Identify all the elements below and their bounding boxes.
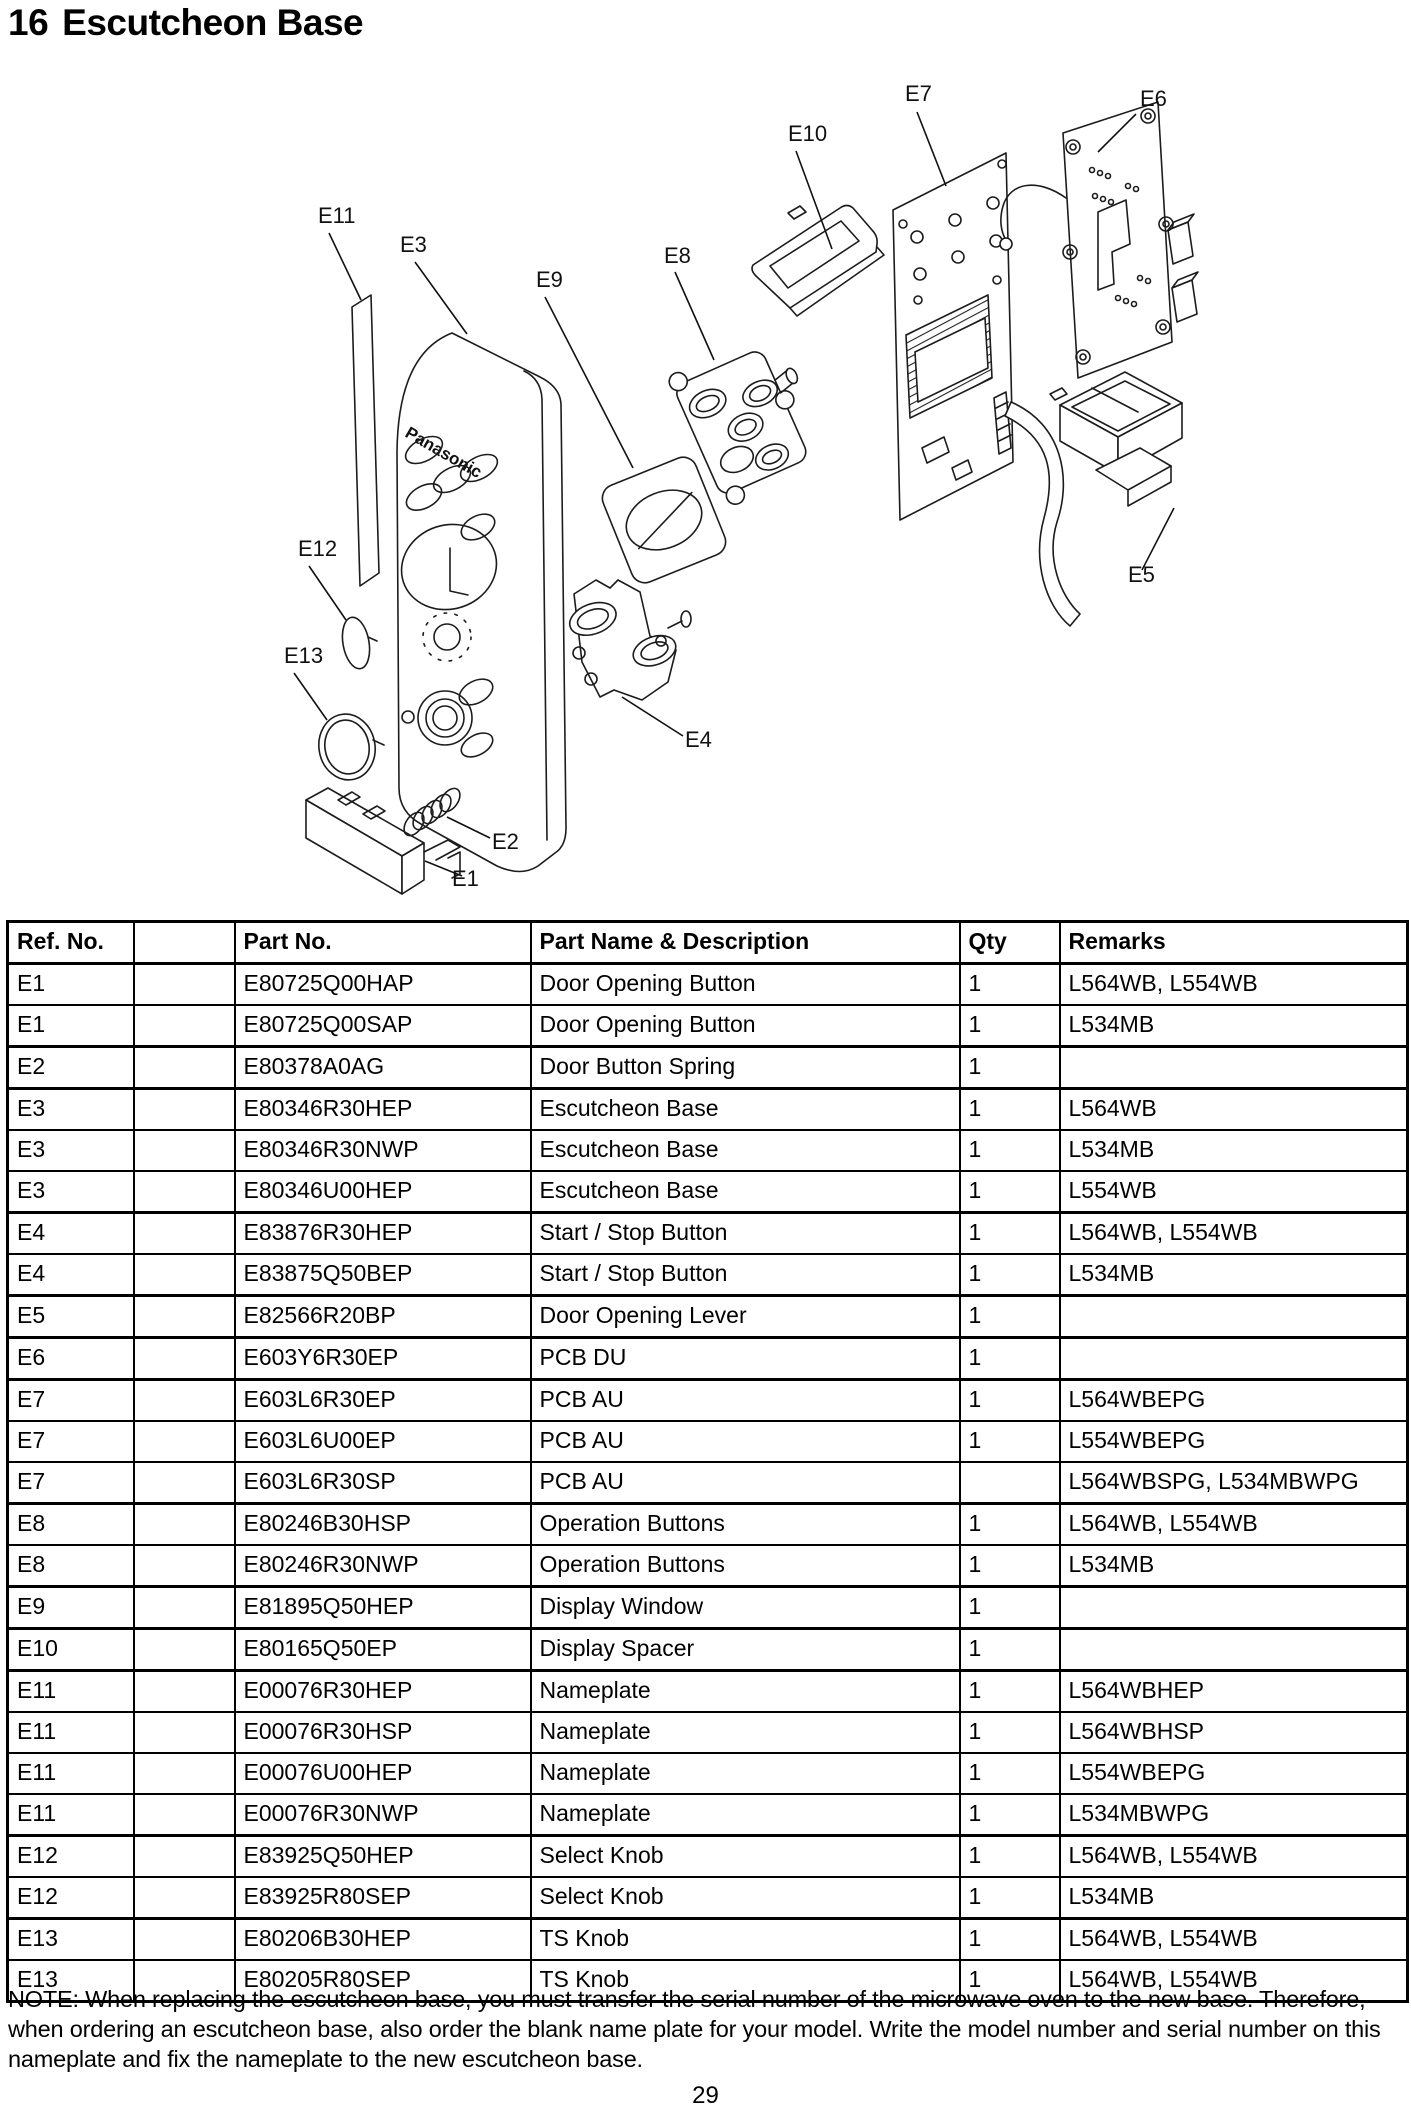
cell-ref-no: E11 [8, 1753, 134, 1794]
table-row [8, 964, 1408, 1006]
cell-remarks: L564WBEPG [1060, 1380, 1408, 1422]
cell-part-no: E80378A0AG [235, 1047, 531, 1089]
header-remarks: Remarks [1060, 922, 1408, 964]
cell-ref-no: E3 [8, 1089, 134, 1131]
part-e10-display-spacer [752, 206, 884, 317]
cell-ref-no: E7 [8, 1380, 134, 1422]
cell-ref-no: E13 [8, 1960, 134, 2002]
exploded-diagram-svg [0, 55, 1411, 920]
cell-qty: 1 [960, 1296, 1060, 1338]
table-header-row [8, 922, 1408, 964]
cell-part-name: PCB AU [531, 1421, 960, 1462]
cell-qty: 1 [960, 1005, 1060, 1047]
table-row [8, 1005, 1408, 1047]
cell-qty: 1 [960, 1877, 1060, 1919]
part-e6-pcb-du [1000, 102, 1198, 378]
diagram-callout-E1 [425, 861, 479, 891]
table-row [8, 1877, 1408, 1919]
cell-part-no: E603L6R30EP [235, 1380, 531, 1422]
table-row [8, 1753, 1408, 1794]
cell-part-no: E603L6U00EP [235, 1421, 531, 1462]
cell-qty: 1 [960, 1089, 1060, 1131]
part-e12-select-knob [339, 615, 377, 671]
cell-part-no: E603Y6R30EP [235, 1338, 531, 1380]
cell-blank [134, 1005, 235, 1047]
cell-part-name: Escutcheon Base [531, 1130, 960, 1171]
table-row [8, 1629, 1408, 1671]
cell-part-no: E80206B30HEP [235, 1919, 531, 1961]
header-part-name: Part Name & Description [531, 922, 960, 964]
cell-blank [134, 1919, 235, 1961]
cell-remarks: L554WB [1060, 1171, 1408, 1213]
cell-part-no: E80165Q50EP [235, 1629, 531, 1671]
page-number: 29 [692, 2082, 719, 2109]
cell-part-name: Door Opening Lever [531, 1296, 960, 1338]
parts-table [6, 920, 1409, 2003]
cell-qty: 1 [960, 1338, 1060, 1380]
cell-remarks: L564WBSPG, L534MBWPG [1060, 1462, 1408, 1504]
cell-remarks: L564WB, L554WB [1060, 1213, 1408, 1255]
cell-part-no: E80725Q00SAP [235, 1005, 531, 1047]
cell-remarks: L564WBHEP [1060, 1671, 1408, 1713]
cell-part-no: E00076U00HEP [235, 1753, 531, 1794]
cell-part-no: E00076R30NWP [235, 1794, 531, 1836]
callout-label: E1 [452, 866, 479, 891]
cell-remarks: L534MB [1060, 1130, 1408, 1171]
cell-qty: 1 [960, 1421, 1060, 1462]
cell-remarks: L534MB [1060, 1254, 1408, 1296]
table-row [8, 1836, 1408, 1878]
callout-label: E6 [1140, 86, 1167, 111]
cell-ref-no: E12 [8, 1877, 134, 1919]
cell-remarks: L564WB, L554WB [1060, 1960, 1408, 2002]
table-row [8, 1296, 1408, 1338]
cell-remarks: L534MB [1060, 1877, 1408, 1919]
cell-ref-no: E6 [8, 1338, 134, 1380]
cell-part-name: Operation Buttons [531, 1504, 960, 1546]
callout-label: E8 [664, 243, 691, 268]
cell-part-no: E00076R30HSP [235, 1712, 531, 1753]
cell-blank [134, 1794, 235, 1836]
callout-label: E3 [400, 232, 427, 257]
cell-part-no: E83876R30HEP [235, 1213, 531, 1255]
table-row [8, 1712, 1408, 1753]
cell-part-name: Door Button Spring [531, 1047, 960, 1089]
callout-label: E9 [536, 267, 563, 292]
diagram-callout-E8 [664, 243, 714, 360]
cell-blank [134, 1545, 235, 1587]
cell-qty: 1 [960, 1130, 1060, 1171]
table-row [8, 1380, 1408, 1422]
cell-ref-no: E4 [8, 1254, 134, 1296]
cell-qty: 1 [960, 1712, 1060, 1753]
callout-label: E11 [318, 203, 356, 228]
callout-label: E12 [298, 536, 338, 561]
cell-ref-no: E4 [8, 1213, 134, 1255]
callout-leader-line [329, 233, 361, 300]
cell-blank [134, 1504, 235, 1546]
cell-part-no: E80246R30NWP [235, 1545, 531, 1587]
cell-part-no: E80346U00HEP [235, 1171, 531, 1213]
callout-label: E2 [492, 829, 519, 854]
cell-part-name: Operation Buttons [531, 1545, 960, 1587]
cell-part-no: E80725Q00HAP [235, 964, 531, 1006]
cell-remarks: L564WBHSP [1060, 1712, 1408, 1753]
cell-qty: 1 [960, 964, 1060, 1006]
cell-ref-no: E8 [8, 1545, 134, 1587]
cell-part-no: E80205R80SEP [235, 1960, 531, 2002]
page-title [8, 2, 363, 44]
cell-part-name: Nameplate [531, 1794, 960, 1836]
replacement-note: NOTE: When replacing the escutcheon base, you must transfer the serial number of the microwave oven to the new base. Therefore, when ordering an escutcheon base, also order the blank name plate for your model. Write the model number and serial number on this nameplate and fix the nameplate to the new escutcheon base. [8, 1985, 1381, 2072]
brand-logo-text: Panasonic [402, 423, 486, 482]
section-number: 16 [8, 2, 49, 43]
cell-remarks: L554WBEPG [1060, 1421, 1408, 1462]
cell-remarks [1060, 1587, 1408, 1629]
cell-ref-no: E2 [8, 1047, 134, 1089]
table-row [8, 1545, 1408, 1587]
exploded-diagram [0, 55, 1411, 920]
cell-blank [134, 1254, 235, 1296]
part-e4-start-stop-button [565, 580, 691, 700]
cell-blank [134, 1047, 235, 1089]
cell-blank [134, 1421, 235, 1462]
table-row [8, 1421, 1408, 1462]
cell-qty: 1 [960, 1545, 1060, 1587]
table-row [8, 1130, 1408, 1171]
cell-part-no: E80346R30NWP [235, 1130, 531, 1171]
cell-remarks [1060, 1629, 1408, 1671]
cell-blank [134, 1089, 235, 1131]
table-row [8, 1047, 1408, 1089]
cell-qty: 1 [960, 1587, 1060, 1629]
cell-remarks: L564WB, L554WB [1060, 1504, 1408, 1546]
cell-ref-no: E11 [8, 1712, 134, 1753]
table-row [8, 1504, 1408, 1546]
cell-part-no: E80246B30HSP [235, 1504, 531, 1546]
diagram-callout-E12 [298, 536, 346, 620]
cell-ref-no: E3 [8, 1171, 134, 1213]
cell-ref-no: E7 [8, 1462, 134, 1504]
cell-part-name: PCB DU [531, 1338, 960, 1380]
callout-label: E5 [1128, 562, 1155, 587]
cell-ref-no: E5 [8, 1296, 134, 1338]
cell-qty: 1 [960, 1919, 1060, 1961]
cell-qty: 1 [960, 1629, 1060, 1671]
callout-leader-line [309, 566, 346, 620]
callout-label: E13 [284, 643, 324, 668]
table-row [8, 1338, 1408, 1380]
callout-label: E10 [788, 121, 828, 146]
table-row [8, 1213, 1408, 1255]
cell-part-name: PCB AU [531, 1462, 960, 1504]
cell-part-no: E80346R30HEP [235, 1089, 531, 1131]
cell-blank [134, 1462, 235, 1504]
cell-qty: 1 [960, 1753, 1060, 1794]
cell-qty: 1 [960, 1213, 1060, 1255]
part-e13-ts-knob [314, 710, 384, 785]
cell-remarks [1060, 1338, 1408, 1380]
cell-remarks [1060, 1296, 1408, 1338]
cell-qty: 1 [960, 1960, 1060, 2002]
cell-remarks: L554WBEPG [1060, 1753, 1408, 1794]
cell-ref-no: E10 [8, 1629, 134, 1671]
diagram-callout-E7 [905, 81, 946, 186]
cell-part-name: PCB AU [531, 1380, 960, 1422]
cell-blank [134, 1130, 235, 1171]
cell-blank [134, 1380, 235, 1422]
cell-part-name: Display Window [531, 1587, 960, 1629]
cell-remarks: L564WB [1060, 1089, 1408, 1131]
cell-remarks: L564WB, L554WB [1060, 964, 1408, 1006]
table-row [8, 1462, 1408, 1504]
cell-qty: 1 [960, 1171, 1060, 1213]
section-title: Escutcheon Base [62, 2, 364, 43]
table-row [8, 1794, 1408, 1836]
cell-qty: 1 [960, 1794, 1060, 1836]
cell-blank [134, 1296, 235, 1338]
cell-remarks: L534MB [1060, 1545, 1408, 1587]
part-e11-nameplate [352, 295, 379, 586]
callout-label: E4 [685, 727, 712, 752]
diagram-callout-E4 [622, 697, 712, 752]
cell-part-name: Start / Stop Button [531, 1213, 960, 1255]
cell-blank [134, 1712, 235, 1753]
callout-leader-line [917, 112, 946, 186]
header-blank [134, 922, 235, 964]
table-row [8, 1671, 1408, 1713]
cell-blank [134, 1213, 235, 1255]
cell-qty: 1 [960, 1380, 1060, 1422]
cell-ref-no: E13 [8, 1919, 134, 1961]
table-row [8, 1587, 1408, 1629]
cell-part-no: E603L6R30SP [235, 1462, 531, 1504]
cell-blank [134, 964, 235, 1006]
cell-ref-no: E1 [8, 964, 134, 1006]
callout-leader-line [622, 697, 683, 736]
header-part-no: Part No. [235, 922, 531, 964]
cell-remarks: L534MBWPG [1060, 1794, 1408, 1836]
cell-remarks: L534MB [1060, 1005, 1408, 1047]
cell-part-name: Select Knob [531, 1836, 960, 1878]
cell-part-name: Escutcheon Base [531, 1089, 960, 1131]
cell-remarks: L564WB, L554WB [1060, 1919, 1408, 1961]
cell-part-name: Nameplate [531, 1712, 960, 1753]
cell-qty: 1 [960, 1047, 1060, 1089]
cell-ref-no: E11 [8, 1794, 134, 1836]
cell-part-name: Display Spacer [531, 1629, 960, 1671]
part-e9-display-window [598, 453, 730, 587]
callout-leader-line [675, 272, 714, 360]
cell-blank [134, 1338, 235, 1380]
cell-blank [134, 1171, 235, 1213]
cell-qty: 1 [960, 1504, 1060, 1546]
cell-part-no: E83875Q50BEP [235, 1254, 531, 1296]
callout-leader-line [415, 262, 467, 334]
cell-qty: 1 [960, 1254, 1060, 1296]
cell-part-name: Door Opening Button [531, 964, 960, 1006]
cell-ref-no: E12 [8, 1836, 134, 1878]
cell-part-no: E83925R80SEP [235, 1877, 531, 1919]
diagram-callout-E5 [1128, 508, 1174, 587]
callout-label: E7 [905, 81, 932, 106]
cell-part-name: Nameplate [531, 1671, 960, 1713]
cell-part-name: TS Knob [531, 1919, 960, 1961]
cell-part-name: Nameplate [531, 1753, 960, 1794]
cell-part-name: TS Knob [531, 1960, 960, 2002]
cell-remarks [1060, 1047, 1408, 1089]
cell-ref-no: E9 [8, 1587, 134, 1629]
cell-blank [134, 1587, 235, 1629]
callout-leader-line [294, 673, 327, 720]
header-qty: Qty [960, 922, 1060, 964]
cell-part-no: E00076R30HEP [235, 1671, 531, 1713]
cell-part-no: E81895Q50HEP [235, 1587, 531, 1629]
cell-remarks: L564WB, L554WB [1060, 1836, 1408, 1878]
table-row [8, 1919, 1408, 1961]
cell-part-name: Door Opening Button [531, 1005, 960, 1047]
cell-ref-no: E11 [8, 1671, 134, 1713]
table-row [8, 1254, 1408, 1296]
diagram-callout-E13 [284, 643, 327, 720]
cell-ref-no: E3 [8, 1130, 134, 1171]
cell-qty: 1 [960, 1836, 1060, 1878]
callout-leader-line [1142, 508, 1174, 570]
cell-part-name: Start / Stop Button [531, 1254, 960, 1296]
table-row [8, 1089, 1408, 1131]
cell-ref-no: E7 [8, 1421, 134, 1462]
diagram-callout-E3 [400, 232, 467, 334]
part-e5-door-opening-lever [1050, 372, 1182, 506]
header-ref-no: Ref. No. [8, 922, 134, 964]
cell-blank [134, 1836, 235, 1878]
cell-qty: 1 [960, 1671, 1060, 1713]
cell-part-no: E82566R20BP [235, 1296, 531, 1338]
cell-ref-no: E1 [8, 1005, 134, 1047]
cell-blank [134, 1753, 235, 1794]
table-row [8, 1171, 1408, 1213]
cell-blank [134, 1629, 235, 1671]
diagram-callout-E11 [318, 203, 361, 300]
part-e3-escutcheon-base [390, 333, 566, 872]
cell-qty [960, 1462, 1060, 1504]
cell-part-name: Select Knob [531, 1877, 960, 1919]
cell-ref-no: E8 [8, 1504, 134, 1546]
cell-part-name: Escutcheon Base [531, 1171, 960, 1213]
cell-blank [134, 1877, 235, 1919]
cell-part-no: E83925Q50HEP [235, 1836, 531, 1878]
cell-blank [134, 1671, 235, 1713]
part-e7-pcb-au [893, 153, 1080, 626]
